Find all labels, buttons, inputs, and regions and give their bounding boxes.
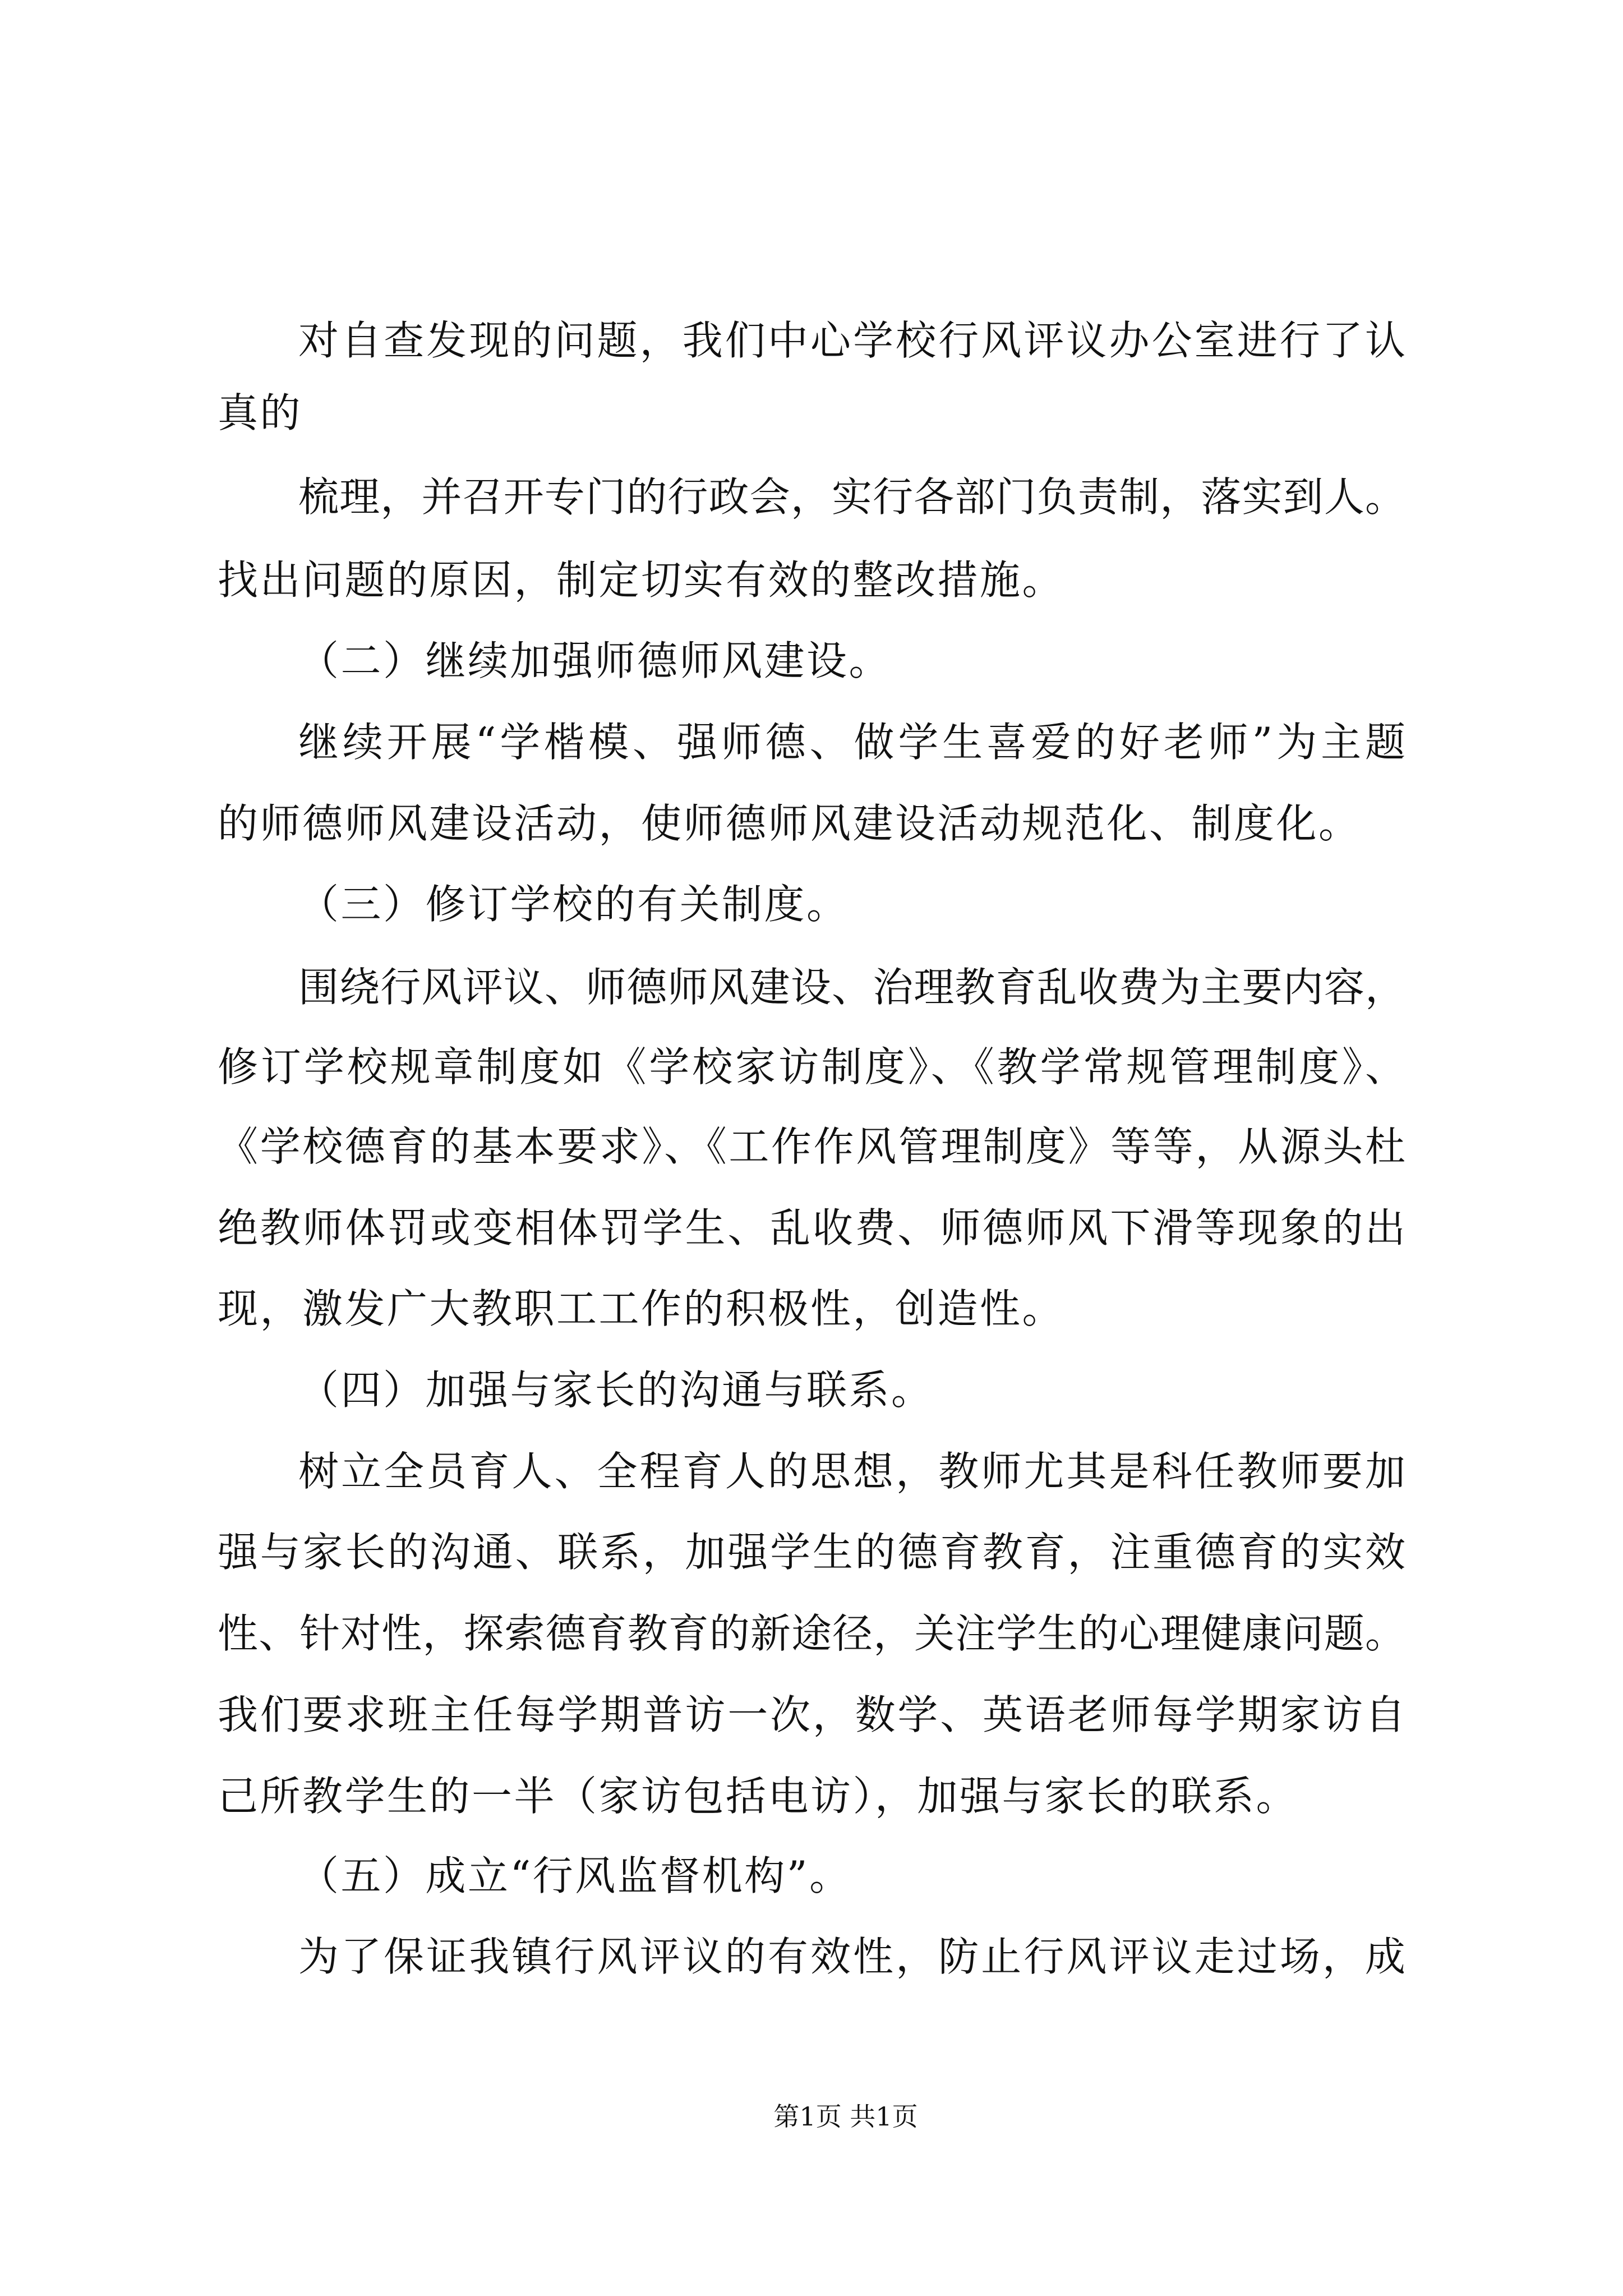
page-number-footer: 第1页 共1页: [773, 2101, 918, 2132]
paragraph-line: 《学校德育的基本要求》、《工作作风管理制度》等等，从源头杜: [218, 1123, 1405, 1170]
paragraph-line: 己所教学生的一半（家访包括电访），加强与家长的联系。: [218, 1773, 1299, 1820]
section-heading: （四）加强与家长的沟通与联系。: [298, 1366, 934, 1414]
paragraph-line: 性、针对性，探索德育教育的新途径，关注学生的心理健康问题。: [218, 1610, 1405, 1657]
paragraph-line: 真的: [218, 389, 303, 436]
paragraph-line: 继续开展“学楷模、强师德、做学生喜爱的好老师”为主题: [298, 719, 1405, 766]
paragraph-line: 的师德师风建设活动，使师德师风建设活动规范化、制度化。: [218, 800, 1361, 847]
paragraph-line: 围绕行风评议、师德师风建设、治理教育乱收费为主要内容，: [298, 964, 1405, 1011]
section-heading: （二）继续加强师德师风建设。: [298, 637, 892, 684]
paragraph-line: 强与家长的沟通、联系，加强学生的德育教育，注重德育的实效: [218, 1529, 1405, 1576]
paragraph-line: 绝教师体罚或变相体罚学生、乱收费、师德师风下滑等现象的出: [218, 1204, 1405, 1251]
paragraph-line: 为了保证我镇行风评议的有效性，防止行风评议走过场，成: [298, 1933, 1405, 1980]
paragraph-line: 对自查发现的问题，我们中心学校行风评议办公室进行了认: [298, 317, 1405, 364]
section-heading: （五）成立“行风监督机构”。: [298, 1852, 852, 1899]
section-heading: （三）修订学校的有关制度。: [298, 881, 849, 928]
paragraph-line: 我们要求班主任每学期普访一次，数学、英语老师每学期家访自: [218, 1691, 1405, 1738]
paragraph-line: 现，激发广大教职工工作的积极性，创造性。: [218, 1285, 1065, 1332]
paragraph-line: 找出问题的原因，制定切实有效的整改措施。: [218, 556, 1065, 604]
paragraph-line: 树立全员育人、全程育人的思想，教师尤其是科任教师要加: [298, 1448, 1405, 1495]
paragraph-line: 梳理，并召开专门的行政会，实行各部门负责制，落实到人。: [298, 473, 1405, 521]
paragraph-line: 修订学校规章制度如《学校家访制度》、《教学常规管理制度》、: [218, 1043, 1405, 1091]
